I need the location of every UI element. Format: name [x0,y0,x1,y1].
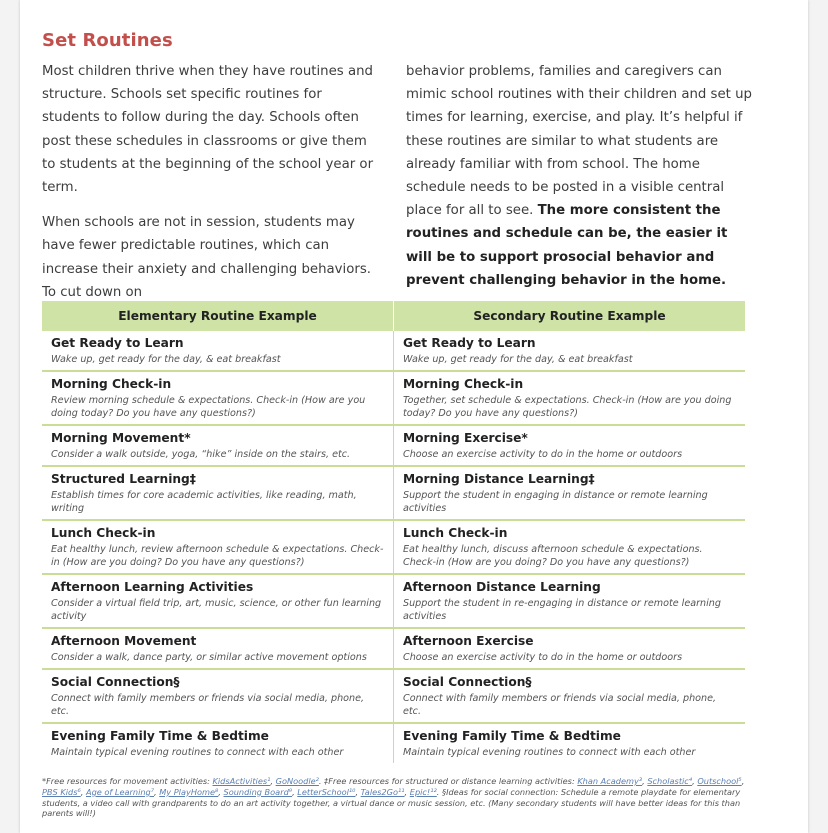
routine-description: Connect with family members or friends via social media, phone, etc. [403,693,717,717]
link-sounding-board[interactable]: Sounding Board⁹ [223,786,293,797]
routine-description: Review morning schedule & expectations. Check-in (How are you doing today? Do you have any questions?) [51,395,366,419]
elementary-cell [42,723,394,763]
routine-description: Wake up, get ready for the day, & eat breakfast [403,354,633,365]
link-outschool[interactable]: Outschool⁵ [697,776,742,786]
table-row [42,628,745,669]
link-letterschool[interactable]: LetterSchool¹⁰ [297,786,356,797]
elementary-cell [42,371,394,425]
routine-title: Morning Check-in [51,377,172,391]
footnote-text: . §Ideas for social connection: Schedule a remote playdate for elementary students, a video call with grandparents to do an art activity together, a virtual dance or music session, etc. (Many secondary students will have better ideas for this than parents will!) [42,786,741,819]
elementary-cell [42,466,394,520]
footnote-separator: , [270,776,276,786]
secondary-cell [394,425,746,466]
elementary-cell [42,574,394,628]
routine-title: Morning Check-in [403,377,524,391]
table-header-row [42,301,745,331]
elementary-cell [42,425,394,466]
footnote-separator: , [642,776,648,786]
elementary-cell [42,331,394,371]
header-secondary: Secondary Routine Example [394,301,746,331]
routine-description: Support the student in engaging in distance or remote learning activities [403,490,708,514]
routine-description: Consider a virtual field trip, art, music, science, or other fun learning activity [51,598,382,622]
footnote-separator: , [404,786,410,797]
routine-title: Lunch Check-in [403,526,508,540]
routine-title: Morning Distance Learning‡ [403,472,595,486]
routine-description: Maintain typical evening routines to connect with each other [403,747,696,758]
routine-description: Choose an exercise activity to do in the home or outdoors [403,449,683,460]
routine-title: Social Connection§ [51,675,180,689]
routine-title: Lunch Check-in [51,526,156,540]
footnote-separator: , [355,786,361,797]
routine-description: Support the student in re-engaging in distance or remote learning activities [403,598,721,622]
intro-right-column [406,60,756,292]
link-age-of-learning[interactable]: Age of Learning⁷ [85,786,155,797]
footnote-separator: , [292,786,298,797]
routine-title: Get Ready to Learn [51,336,184,350]
link-gonoodle[interactable]: GoNoodle² [275,776,319,786]
table-row [42,371,745,425]
footnote-text: . ‡Free resources for structured or distance learning activities: [318,776,578,786]
routine-title: Afternoon Distance Learning [403,580,601,594]
footnote-separator: , [692,776,698,786]
routine-title: Morning Movement* [51,431,191,445]
routine-title: Get Ready to Learn [403,336,536,350]
table-row [42,520,745,574]
header-elementary: Elementary Routine Example [42,301,394,331]
routine-title: Afternoon Learning Activities [51,580,254,594]
routine-description: Wake up, get ready for the day, & eat breakfast [51,354,281,365]
link-khan-academy[interactable]: Khan Academy³ [577,776,643,786]
routine-title: Evening Family Time & Bedtime [403,729,621,743]
table-row [42,331,745,371]
intro-paragraph-3-text: behavior problems, families and caregivers can mimic school routines with their children and set up times for learning, exercise, and play. It’s helpful if these routines are similar to what students are already familiar with from school. The home schedule needs to be posted in a visible central place for all to see. [406,64,752,219]
intro-left-column [42,60,380,304]
intro-paragraph-3 [406,60,756,292]
intro-paragraph-1: Most children thrive when they have routines and structure. Schools set specific routines for students to follow during the day. Schools often post these schedules in classrooms or give them to students at the beginning of the school year or term. [42,64,374,196]
footnote-separator: , [218,786,224,797]
secondary-cell [394,371,746,425]
footnote-text: *Free resources for movement activities: [42,776,213,786]
routine-description: Eat healthy lunch, discuss afternoon schedule & expectations. Check-in (How are you doing? Do you have any questions?) [403,544,703,568]
intro-emphasis: The more consistent the routines and schedule can be, the easier it will be to support prosocial behavior and prevent challenging behavior in the home. [406,203,728,288]
link-kidsactivities[interactable]: KidsActivities¹ [212,776,271,786]
elementary-cell [42,520,394,574]
routine-title: Structured Learning‡ [51,472,196,486]
footnote-separator: , [741,776,745,786]
elementary-cell [42,628,394,669]
footnote-separator: , [80,786,86,797]
secondary-cell [394,331,746,371]
table-row [42,723,745,763]
routine-description: Connect with family members or friends via social media, phone, etc. [51,693,365,717]
routine-title: Evening Family Time & Bedtime [51,729,269,743]
routine-description: Choose an exercise activity to do in the home or outdoors [403,652,683,663]
secondary-cell [394,574,746,628]
table-row [42,669,745,723]
routine-title: Afternoon Movement [51,634,197,648]
routine-table [42,301,745,763]
routine-description: Together, set schedule & expectations. Check-in (How are you doing today? Do you have any questions?) [403,395,732,419]
routine-description: Consider a walk, dance party, or similar active movement options [51,652,367,663]
section-heading: Set Routines [42,30,173,51]
routine-description: Consider a walk outside, yoga, “hike” inside on the stairs, etc. [51,449,351,460]
routine-description: Maintain typical evening routines to connect with each other [51,747,344,758]
table-row [42,466,745,520]
table-row [42,574,745,628]
footnote-separator: , [154,786,160,797]
routine-title: Afternoon Exercise [403,634,534,648]
link-epic[interactable]: Epic!¹² [409,786,437,797]
table-footnote [42,776,754,819]
secondary-cell [394,520,746,574]
routine-title: Social Connection§ [403,675,532,689]
link-scholastic[interactable]: Scholastic⁴ [647,776,693,786]
table-row [42,425,745,466]
intro-paragraph-2: When schools are not in session, students may have fewer predictable routines, which can increase their anxiety and challenging behaviors. To cut down on [42,215,371,300]
elementary-cell [42,669,394,723]
routine-title: Morning Exercise* [403,431,528,445]
link-pbs-kids[interactable]: PBS Kids⁶ [42,786,81,797]
routine-description: Eat healthy lunch, review afternoon schedule & expectations. Check-in (How are you doing? Do you have any questions?) [51,544,384,568]
routine-description: Establish times for core academic activities, like reading, math, writing [51,490,357,514]
link-my-playhome[interactable]: My PlayHome⁸ [159,786,219,797]
link-tales2go[interactable]: Tales2Go¹¹ [360,786,405,797]
secondary-cell [394,669,746,723]
secondary-cell [394,723,746,763]
secondary-cell [394,628,746,669]
secondary-cell [394,466,746,520]
